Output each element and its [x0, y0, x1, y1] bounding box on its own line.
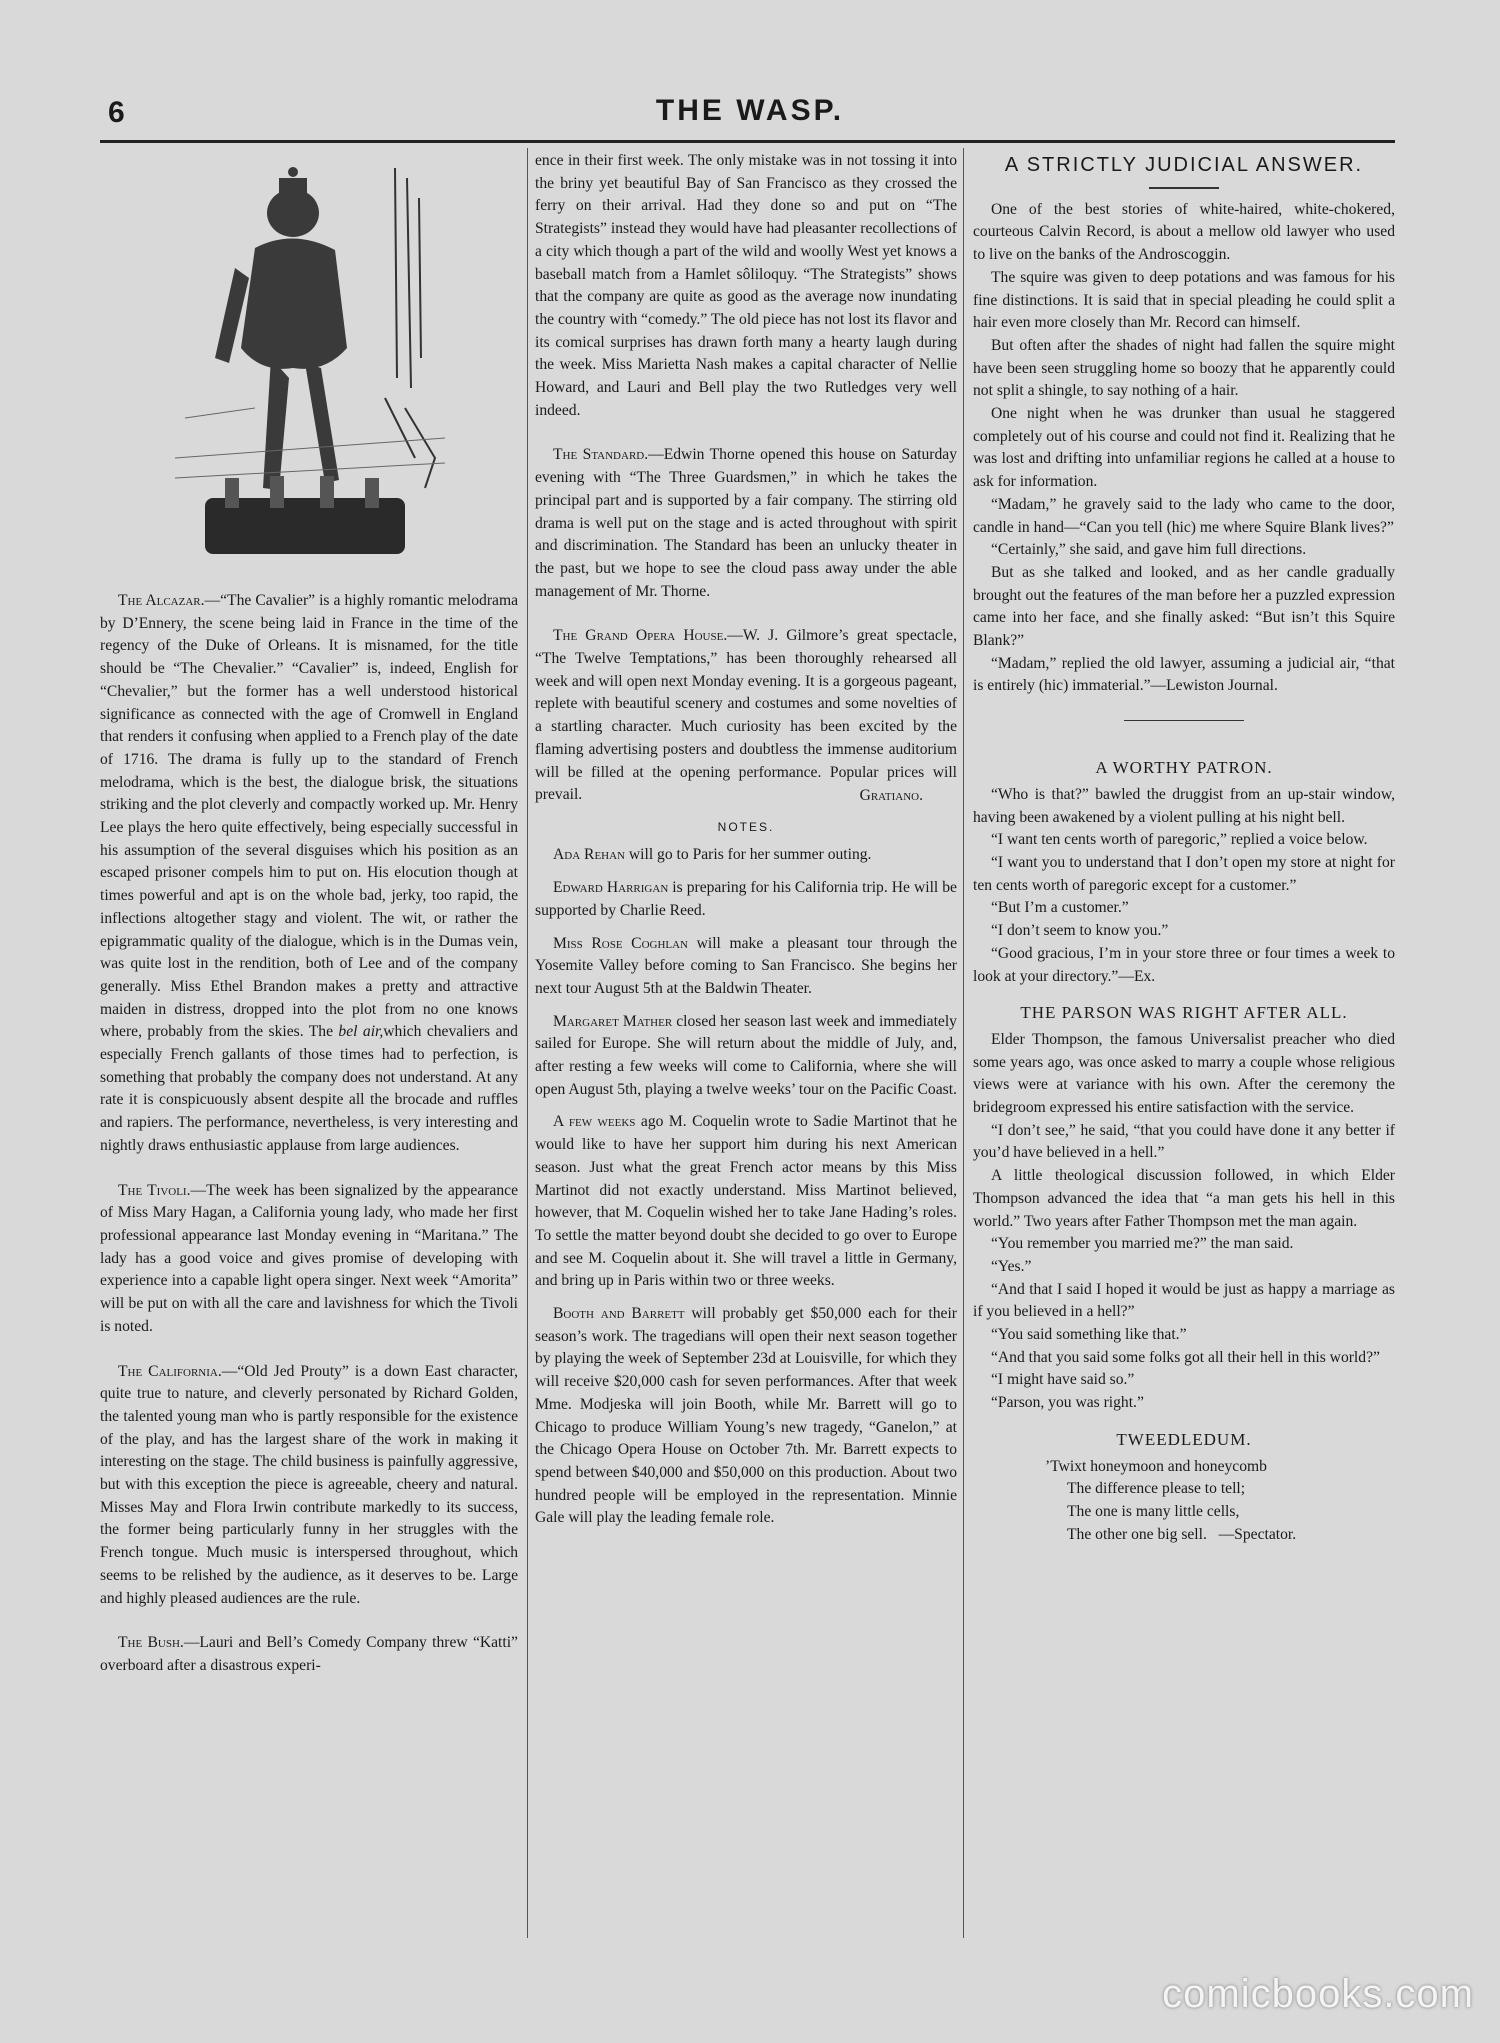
patron-para: “I want ten cents worth of paregoric,” replied a voice below. [991, 831, 1368, 849]
tivoli-lead: The Tivoli. [118, 1181, 191, 1199]
column-divider-2 [963, 148, 964, 1938]
patron-para: “I don’t seem to know you.” [991, 922, 1169, 940]
parson-para: “I might have said so.” [991, 1371, 1135, 1389]
poem-line: ’Twixt honeymoon and honeycomb [1045, 1457, 1267, 1475]
judicial-para: One of the best stories of white-haired, white-chokered, courteous Calvin Record, is about a mellow old lawyer who used to live on the banks of the Androscoggin. [973, 200, 1395, 264]
judicial-rule [1149, 187, 1219, 189]
tweedledum-poem [973, 1456, 1395, 1547]
judicial-para: The squire was given to deep potations and was famous for his fine distinctions. It is said that in special pleading he could split a hair even more closely than Mr. Record can himself. [973, 268, 1395, 332]
standard-text: —Edwin Thorne opened this house on Saturday evening with “The Three Guardsmen,” in which he takes the principal part and is supported by a fair company. The stirring old drama is well put on the stage and is acted throughout with spirit and discrimination. The Standard has been an unlucky theater in the past, but we hope to see the cloud pass away under the able management of Mr. Thorne. [535, 446, 957, 600]
parson-para: “Yes.” [991, 1257, 1032, 1275]
alcazar-text: —“The Cavalier” is a highly romantic melodrama by D’Ennery, the scene being laid in France in the time of the regency of the Duke of Orleans. It is misnamed, for the title should be “The Chevalier.” “Cavalier” is, indeed, English for “Chevalier,” but the former has a well understood historical significance as connected with the age of Cromwell in England that renders it confusing when applied to a French play of the date of 1716. The drama is fully up to the standard of French melodrama, which is the best, the dialogue brisk, the situations striking and the plot cleverly and compactly worked up. Mr. Henry Lee plays the hero quite effectively, being especially successful in his assumption of the several disguises which his position as an escaped prisoner compels him to put on. His elocution though at times powerful and apt is on the whole bad, jerky, too rapid, the inflections altogether stagy and violent. The wit, or rather the epigrammatic quality of the dialogue, which is in the Dumas vein, was quite lost in the rendition, both of Lee and of the company generally. Miss Ethel Brandon makes a pretty and attractive maiden in distress, dropped into the plot from no one knows where, probably from the skies. The [100, 592, 518, 1041]
alcazar-lead: The Alcazar. [118, 592, 205, 609]
tweedledum-heading: TWEEDLEDUM. [1116, 1429, 1252, 1449]
standard-lead: The Standard. [553, 446, 649, 464]
judicial-para: “Certainly,” she said, and gave him full directions. [991, 541, 1307, 559]
note4-text: closed her season last week and immediately sailed for Europe. She will return about the middle of July, and, after resting a few weeks will come to California, where she will open August 5th, playing a twelve weeks’ tour on the Pacific Coast. [535, 1012, 957, 1098]
column-divider-1 [527, 148, 528, 1938]
judicial-para: “Madam,” replied the old lawyer, assuming a judicial air, “that is entirely (hic) immaterial.”—Lewiston Journal. [973, 654, 1395, 695]
opera-text: —W. J. Gilmore’s great spectacle, “The Twelve Temptations,” has been thoroughly rehearsed all week and will open next Monday evening. It is a gorgeous pageant, replete with beautiful scenery and costumes and some novelties of a startling character. Much curiosity has been excited by the flaming advertising posters and doubtless the immense auditorium will be filled at the opening performance. Popular prices will prevail. [535, 627, 958, 804]
poem-line [973, 1524, 1395, 1547]
page-number: 6 [108, 96, 125, 129]
judicial-para: “Madam,” he gravely said to the lady who came to the door, candle in hand—“Can you tell (hic) me where Squire Blank lives?” [973, 495, 1395, 536]
note6-text: will probably get $50,000 each for their season’s work. The tragedians will open their next season together by playing the week of September 23d at Louisville, for which they will receive $20,000 cash for seven performances. After that week Mme. Modjeska will join Booth, while Mr. Barrett will go to Chicago to produce William Young’s new tragedy, “Ganelon,” at the Chicago Opera House on October 7th. Mr. Barrett expects to spend between $40,000 and $50,000 on this production. About two hundred people will be employed in the representation. Minnie Gale will play the leading female role. [535, 1305, 958, 1527]
patron-heading: A WORTHY PATRON. [1095, 758, 1273, 778]
note6-lead: Booth and Barrett [553, 1305, 685, 1323]
parson-para: “You remember you married me?” the man said. [991, 1235, 1294, 1253]
bush-text: —Lauri and Bell’s Comedy Company threw “Katti” overboard after a disastrous experi- [100, 1634, 518, 1674]
bush-lead: The Bush. [118, 1634, 184, 1652]
cavalier-illustration [175, 158, 445, 568]
parson-para: “You said something like that.” [991, 1326, 1187, 1344]
column-3 [973, 150, 1395, 1546]
poem-source: —Spectator. [1218, 1525, 1297, 1543]
judicial-para: One night when he was drunker than usual he staggered completely out of his course and could not find it. Realizing that he was lost and drifting into unfamiliar regions he called at a house to ask for information. [973, 405, 1395, 491]
note5-lead: A few weeks [553, 1113, 636, 1131]
parson-para: “And that you said some folks got all their hell in this world?” [991, 1348, 1380, 1366]
patron-para: “But I’m a customer.” [991, 899, 1129, 917]
parson-heading: THE PARSON WAS RIGHT AFTER ALL. [1020, 1003, 1348, 1023]
poem-line: The one is many little cells, [1067, 1502, 1240, 1520]
judicial-heading: A STRICTLY JUDICIAL ANSWER. [1004, 154, 1364, 176]
parson-para: A little theological discussion followed, in which Elder Thompson advanced the idea that “a man gets his hell in this world.” Two years after Father Thompson met the man again. [973, 1167, 1395, 1230]
tivoli-text: —The week has been signalized by the appearance of Miss Mary Hagan, a California young lady, who made her first professional appearance last Monday evening in “Maritana.” The lady has a good voice and gives promise of developing with experience into a capable light opera singer. Next week “Amorita” will be put on with all the care and lavishness for which the Tivoli is noted. [100, 1181, 518, 1335]
opera-lead: The Grand Opera House. [553, 627, 728, 645]
note1-lead: Ada Rehan [553, 846, 625, 864]
judicial-para: But often after the shades of night had fallen the squire might have been seen struggling home so boozy that he apparently could not split a shingle, to say nothing of a hair. [973, 336, 1395, 400]
parson-para: “And that I said I hoped it would be just as happy a marriage as if you believed in a hell?” [973, 1280, 1395, 1321]
bush-continued: ence in their first week. The only mistake was in not tossing it into the briny yet beautiful Bay of San Francisco as they crossed the ferry on their arrival. Had they done so and put on “The Strategists” instead they would have had pleasanter recollections of a city which though a part of the wild and woolly West yet knows a baseball match from a Hamlet sôliloquy. “The Strategists” shows that the company are quite as good as the average now inundating the country with “comedy.” The old piece has not lost its flavor and its comical surprises has drawn forth many a hearty laugh during the week. Miss Marietta Nash makes a capital character of Nellie Howard, and Lauri and Bell play the two Rutledges very well indeed. [535, 152, 957, 419]
note1-text: will go to Paris for her summer outing. [625, 846, 872, 864]
note3-text: will make a pleasant tour through the Yosemite Valley before coming to San Francisco. She begins her next tour August 5th at the Baldwin Theater. [535, 934, 957, 997]
header-rule [100, 140, 1395, 143]
note2-text: is preparing for his California trip. He will be supported by Charlie Reed. [535, 879, 957, 919]
judicial-para: But as she talked and looked, and as her candle gradually brought out the features of the man before her a puzzled expression came into her face, and she finally asked: “But isn’t this Squire Blank?” [973, 563, 1395, 650]
column-2 [535, 150, 957, 1530]
patron-para: “I want you to understand that I don’t open my store at night for ten cents worth of paregoric except for a customer.” [973, 853, 1395, 894]
note3-lead: Miss Rose Coghlan [553, 934, 689, 952]
notes-heading: NOTES. [717, 819, 775, 834]
california-text: —“Old Jed Prouty” is a down East character, quite true to nature, and cleverly personated by Richard Golden, the talented young man who is partly responsible for the existence of the play, and has the largest share of the work in making it interesting on the stage. The child business is painfully aggressive, but with this exception the piece is agreeable, cheery and natural. Misses May and Flora Irwin contribute markedly to its success, the former being particularly funny in her struggles with the French tongue. Much music is interspersed throughout, which seems to be relished by the audience, as it deserves to be. Large and highly pleased audiences are the rule. [100, 1362, 518, 1607]
patron-para: “Who is that?” bawled the druggist from an up-stair window, having been awakened by a violent pulling at his night bell. [973, 785, 1395, 826]
alcazar-text-2: which chevaliers and especially French gallants of those times had to perfection, is something that probably the company does not understand. At any rate it is conspicuously absent despite all the brocade and ruffles and rapiers. The performance, nevertheless, is very interesting and nightly draws enthusiastic applause from large audiences. [100, 1023, 518, 1154]
column-1 [100, 150, 518, 1678]
alcazar-italic: bel air, [338, 1023, 384, 1041]
watermark: comicbooks.com [1162, 1972, 1474, 2016]
parson-para: “I don’t see,” he said, “that you could have done it any better if you’d have believed in a hell.” [973, 1121, 1395, 1162]
patron-para: “Good gracious, I’m in your store three or four times a week to look at your directory.”—Ex. [973, 944, 1395, 985]
signature: Gratiano. [859, 786, 923, 804]
parson-para: Elder Thompson, the famous Universalist preacher who died some years ago, was once asked to marry a couple whose religious views were at variance with his own. After the ceremony the bridegroom expressed his entire satisfaction with the service. [973, 1030, 1395, 1117]
parson-para: “Parson, you was right.” [991, 1394, 1144, 1412]
section-rule [1124, 720, 1244, 721]
poem-line: The difference please to tell; [1067, 1480, 1246, 1498]
masthead-title: THE WASP. [655, 94, 845, 127]
note4-lead: Margaret Mather [553, 1012, 673, 1030]
california-lead: The California. [118, 1362, 222, 1380]
poem-line-text: The other one big sell. [1067, 1525, 1207, 1543]
note2-lead: Edward Harrigan [553, 879, 669, 897]
note5-text: ago M. Coquelin wrote to Sadie Martinot that he would like to have her support him during his next American season. Just what the great French actor means by this Miss Martinot did not exactly understand. Miss Martinot believed, however, that M. Coquelin wished her to take Jane Hading’s roles. To settle the matter beyond doubt she decided to go over to Europe and see M. Coquelin about it. She will travel a little in Germany, and bring up in Paris within two or three weeks. [535, 1113, 957, 1290]
